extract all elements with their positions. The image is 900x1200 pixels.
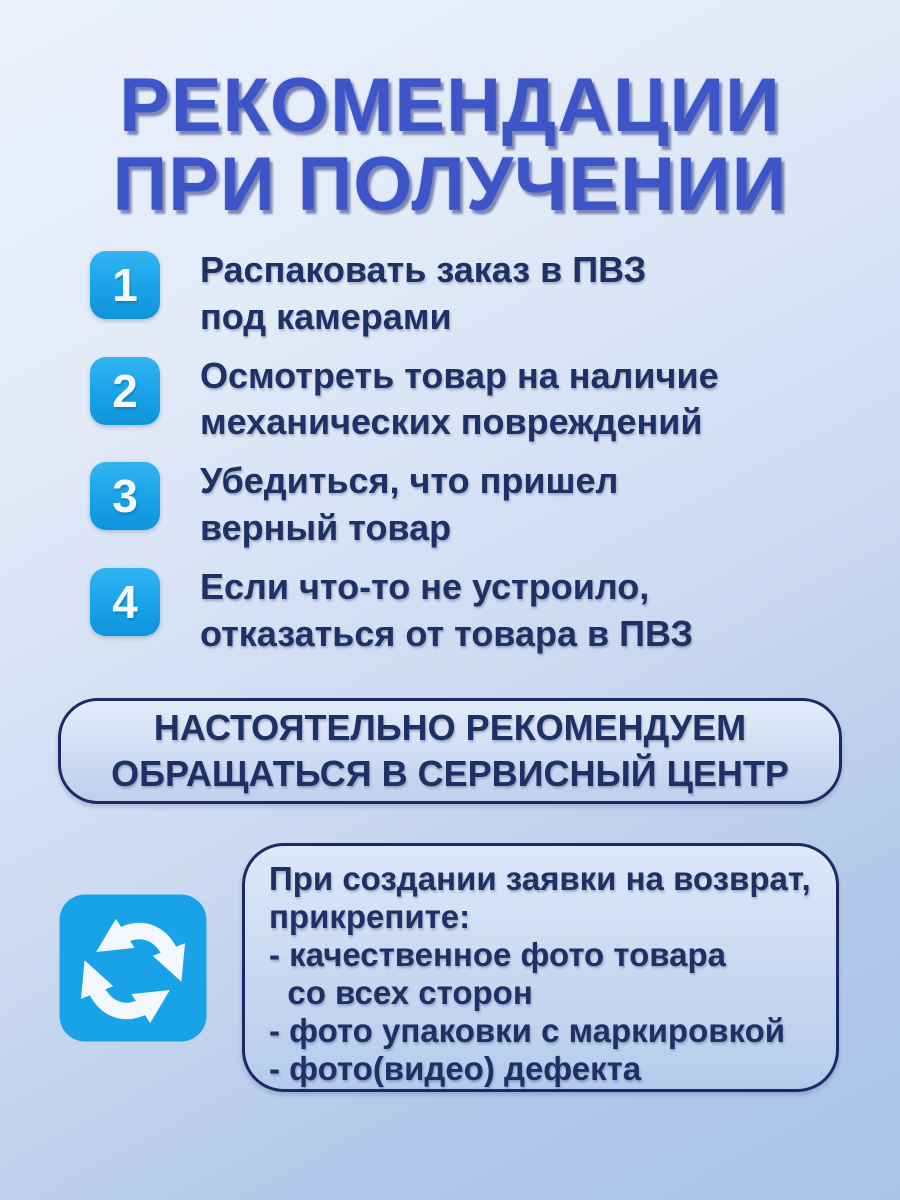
service-center-notice <box>58 698 842 804</box>
step-text-line: под камерами <box>200 295 452 337</box>
step-text-line: Убедиться, что пришел <box>200 460 619 502</box>
return-instruction-line: прикрепите: <box>269 898 471 935</box>
list-item <box>90 353 850 447</box>
step-text <box>200 247 646 341</box>
step-text-line: механических повреждений <box>200 401 703 443</box>
step-text <box>200 458 618 552</box>
page-title-line-1: РЕКОМЕНДАЦИИ <box>119 63 781 148</box>
return-instruction-line: При создании заявки на возврат, <box>269 860 811 897</box>
notice-line-2: ОБРАЩАТЬСЯ В СЕРВИСНЫЙ ЦЕНТР <box>111 753 789 794</box>
step-text <box>200 564 693 658</box>
step-number-badge: 1 <box>90 251 160 319</box>
return-instructions-box <box>242 843 839 1092</box>
list-item <box>90 458 850 552</box>
step-text-line: верный товар <box>200 506 452 548</box>
return-instruction-line: - качественное фото товара <box>269 936 726 973</box>
return-instruction-line: - фото(видео) дефекта <box>269 1050 642 1087</box>
step-text-line: отказаться от товара в ПВЗ <box>200 612 694 654</box>
step-text-line: Распаковать заказ в ПВЗ <box>200 249 647 290</box>
notice-line-1: НАСТОЯТЕЛЬНО РЕКОМЕНДУЕМ <box>153 706 747 748</box>
return-instruction-line: со всех сторон <box>269 974 533 1011</box>
step-text-line: Осмотреть товар на наличие <box>200 354 719 396</box>
page-title <box>0 63 900 228</box>
steps-list <box>90 247 850 669</box>
step-number-badge: 3 <box>90 462 160 530</box>
page-title-line-2: ПРИ ПОЛУЧЕНИИ <box>112 142 788 228</box>
step-number-badge: 4 <box>90 568 160 636</box>
return-instruction-line: - фото упаковки с маркировкой <box>269 1012 786 1049</box>
list-item <box>90 247 850 341</box>
step-number-badge: 2 <box>90 357 160 425</box>
exchange-arrows-icon <box>58 893 208 1043</box>
step-text-line: Если что-то не устроило, <box>200 565 650 607</box>
step-text <box>200 353 719 447</box>
list-item <box>90 564 850 658</box>
